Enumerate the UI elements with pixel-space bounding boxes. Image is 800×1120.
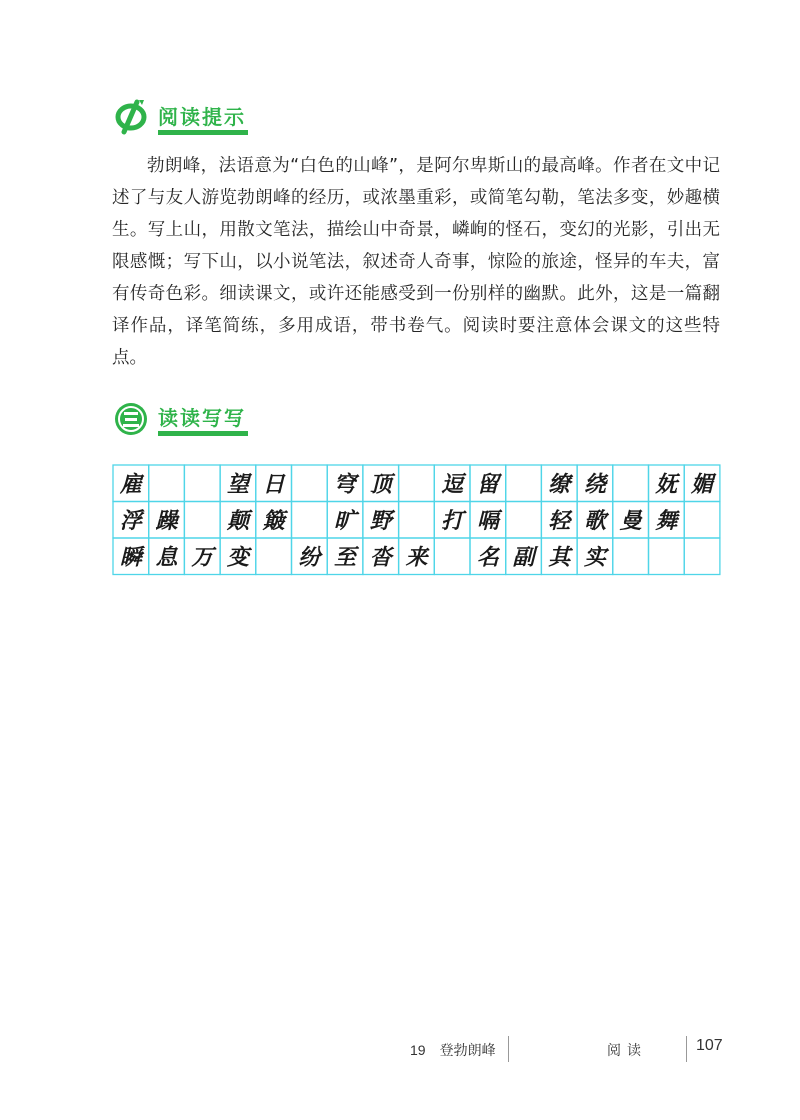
grid-character: 沓 bbox=[369, 544, 392, 571]
read-write-underline bbox=[158, 431, 248, 436]
reading-hint-underline bbox=[158, 130, 248, 135]
grid-character: 旷 bbox=[334, 507, 357, 534]
grid-character: 名 bbox=[476, 544, 499, 571]
grid-cell bbox=[434, 538, 470, 575]
grid-cell bbox=[684, 538, 720, 575]
grid-character: 瞬 bbox=[119, 544, 142, 571]
page-number: 107 bbox=[696, 1037, 723, 1054]
footer-divider bbox=[686, 1036, 687, 1062]
vocabulary-grid bbox=[112, 464, 721, 577]
grid-character: 顶 bbox=[369, 471, 392, 498]
grid-character: 来 bbox=[405, 544, 428, 571]
grid-cell bbox=[184, 502, 220, 539]
grid-character: 打 bbox=[441, 507, 464, 534]
grid-cell bbox=[256, 538, 292, 575]
grid-cell bbox=[649, 538, 685, 575]
grid-character: 雇 bbox=[119, 471, 142, 498]
grid-character: 颠 bbox=[226, 507, 249, 534]
grid-cell bbox=[613, 465, 649, 502]
grid-character: 逗 bbox=[441, 471, 464, 498]
reading-hint-title: 阅读提示 bbox=[158, 105, 246, 129]
grid-character: 嗝 bbox=[476, 507, 499, 534]
grid-character: 舞 bbox=[655, 507, 678, 534]
grid-cell bbox=[506, 465, 542, 502]
grid-character: 曼 bbox=[619, 507, 642, 534]
grid-character: 浮 bbox=[119, 507, 142, 534]
grid-character: 至 bbox=[334, 544, 357, 571]
footer-divider bbox=[508, 1036, 509, 1062]
grid-cell bbox=[506, 502, 542, 539]
grid-cell bbox=[399, 465, 435, 502]
grid-cell bbox=[292, 465, 328, 502]
grid-character: 留 bbox=[476, 471, 499, 498]
grid-character: 其 bbox=[548, 544, 571, 571]
grid-character: 躁 bbox=[155, 507, 178, 534]
footer-lesson-title: 19 登勃朗峰 bbox=[410, 1042, 496, 1058]
grid-cell bbox=[613, 538, 649, 575]
reading-hint-paragraph: 勃朗峰，法语意为“白色的山峰”，是阿尔卑斯山的最高峰。作者在文中记述了与友人游览勃朗峰的经历，或浓墨重彩，或简笔勾勒，笔法多变，妙趣横生。写上山，用散文笔法，描绘山中奇景，嶙峋的怪石，变幻的光影，引出无限感慨；写下山，以小说笔法，叙述奇人奇事，惊险的旅途，怪异的车夫，富有传奇色彩。细读课文，或许还能感受到一份别样的幽默。此外，这是一篇翻译作品，译笔简练，多用成语，带书卷气。阅读时要注意体会课文的这些特点。 bbox=[112, 156, 720, 368]
grid-character: 轻 bbox=[548, 507, 571, 534]
grid-character: 簸 bbox=[262, 507, 285, 534]
grid-character: 副 bbox=[512, 544, 535, 571]
grid-character: 息 bbox=[155, 544, 178, 571]
read-write-title: 读读写写 bbox=[158, 406, 246, 430]
grid-character: 日 bbox=[262, 471, 285, 498]
grid-character: 媚 bbox=[691, 471, 714, 498]
grid-cell bbox=[292, 502, 328, 539]
grid-cell bbox=[149, 465, 185, 502]
read-write-icon bbox=[112, 398, 150, 436]
grid-character: 万 bbox=[191, 544, 214, 571]
reading-hint-icon bbox=[112, 97, 150, 135]
grid-character: 缭 bbox=[548, 471, 571, 498]
grid-character: 妩 bbox=[655, 471, 678, 498]
grid-character: 实 bbox=[583, 544, 606, 571]
grid-character: 纷 bbox=[298, 544, 321, 571]
grid-cell bbox=[399, 502, 435, 539]
grid-cell bbox=[184, 465, 220, 502]
grid-character: 歌 bbox=[583, 507, 606, 534]
grid-character: 穹 bbox=[334, 471, 357, 498]
grid-character: 野 bbox=[369, 507, 392, 534]
grid-cell bbox=[684, 502, 720, 539]
footer-section-label: 阅读 bbox=[607, 1042, 647, 1058]
grid-character: 变 bbox=[226, 544, 249, 571]
grid-character: 望 bbox=[226, 471, 249, 498]
grid-character: 绕 bbox=[583, 471, 606, 498]
